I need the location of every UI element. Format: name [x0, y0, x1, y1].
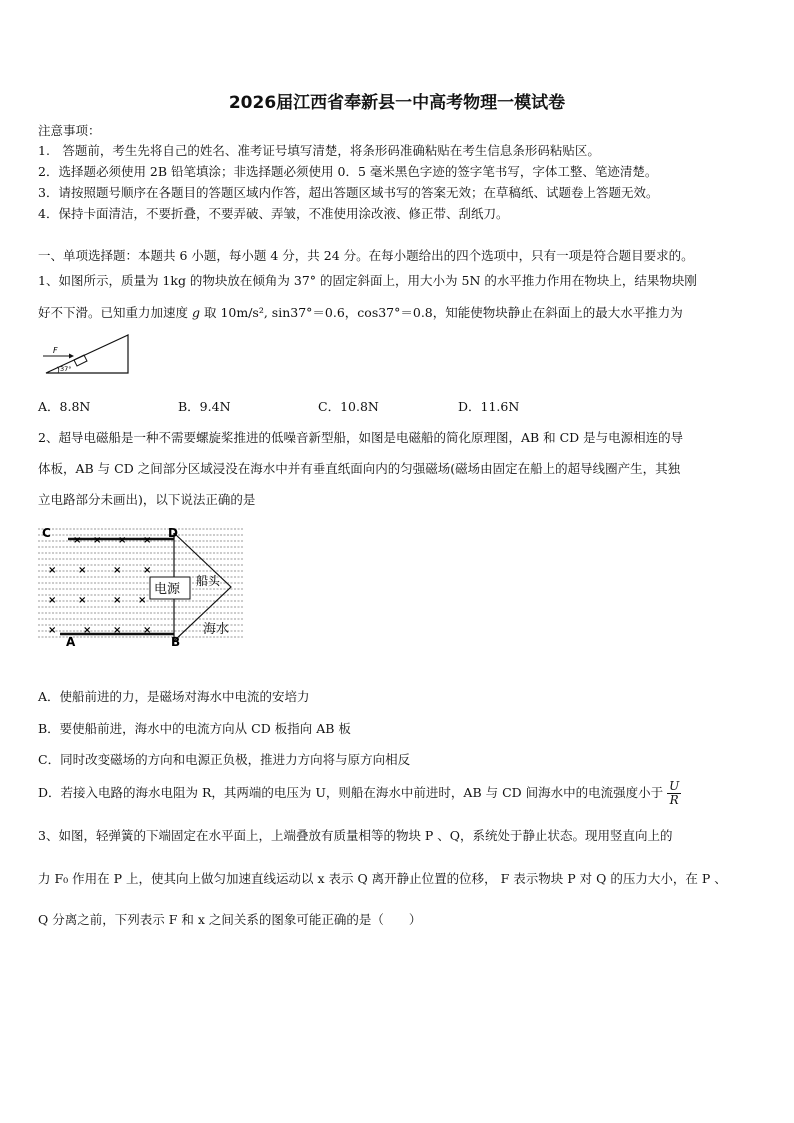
- label-c: C: [42, 526, 51, 540]
- q2-option-a[interactable]: A．使船前进的力，是磁场对海水中电流的安培力: [38, 689, 310, 704]
- svg-text:×: ×: [143, 535, 152, 546]
- notice-item-4: 4．保持卡面清洁，不要折叠，不要弄破、弄皱，不准使用涂改液、修正带、刮纸刀。: [38, 206, 509, 221]
- q1-line-2a: 好不下滑。已知重力加速度: [38, 305, 192, 320]
- fraction-denominator: R: [669, 793, 679, 807]
- svg-text:×: ×: [113, 565, 122, 576]
- q3-line-1: 3、如图，轻弹簧的下端固定在水平面上，上端叠放有质量相等的物块 P 、Q，系统处于静止状态。现用竖直向上的: [38, 828, 673, 843]
- page-title: 2026届江西省奉新县一中高考物理一模试卷: [228, 93, 566, 113]
- q2-option-d[interactable]: [38, 780, 681, 807]
- q2-line-1: 2、超导电磁船是一种不需要螺旋桨推进的低噪音新型船，如图是电磁船的简化原理图，AB 和 CD 是与电源相连的导: [38, 430, 684, 445]
- svg-text:×: ×: [48, 625, 57, 636]
- svg-text:×: ×: [118, 535, 127, 546]
- fraction-u-over-r: [667, 780, 681, 807]
- force-label: F: [53, 346, 58, 355]
- svg-text:×: ×: [83, 625, 92, 636]
- svg-text:×: ×: [138, 595, 147, 606]
- q1-option-a[interactable]: A．8.8N: [38, 399, 91, 414]
- q1-line-2: [38, 303, 683, 321]
- incline-figure: [38, 333, 134, 378]
- svg-text:×: ×: [48, 565, 57, 576]
- q1-line-2b: 取 10m/s², sin37°＝0.6，cos37°＝0.8，知能使物块静止在斜面上的最大水平推力为: [200, 305, 683, 320]
- q2-option-d-text: D．若接入电路的海水电阻为 R，其两端的电压为 U，则船在海水中前进时，AB 与 CD 间海水中的电流强度小于: [38, 785, 664, 800]
- notice-item-3: 3．请按照题号顺序在各题目的答题区域内作答，超出答题区域书写的答案无效；在草稿纸、试题卷上答题无效。: [38, 185, 659, 200]
- svg-text:×: ×: [93, 535, 102, 546]
- label-a: A: [66, 635, 76, 647]
- q1-option-c[interactable]: C．10.8N: [318, 399, 379, 414]
- q1-option-b[interactable]: B．9.4N: [178, 399, 231, 414]
- ship-figure: [38, 525, 248, 647]
- ship-head-label: 船头: [196, 574, 221, 588]
- svg-text:×: ×: [113, 595, 122, 606]
- svg-text:×: ×: [48, 595, 57, 606]
- angle-label: 37°: [60, 365, 72, 373]
- svg-text:×: ×: [143, 625, 152, 636]
- sea-water-label: 海水: [203, 622, 230, 637]
- section-heading: 一、单项选择题：本题共 6 小题，每小题 4 分，共 24 分。在每小题给出的四个选项中，只有一项是符合题目要求的。: [38, 248, 694, 263]
- svg-text:×: ×: [78, 565, 87, 576]
- notice-heading: 注意事项：: [38, 123, 101, 138]
- block: [74, 355, 87, 366]
- label-d: D: [168, 526, 178, 540]
- q2-option-c[interactable]: C．同时改变磁场的方向和电源正负极，推进力方向将与原方向相反: [38, 752, 411, 767]
- q2-line-2: 体板，AB 与 CD 之间部分区域浸没在海水中并有垂直纸面向内的匀强磁场(磁场由固定在船上的超导线圈产生，其独: [38, 461, 681, 476]
- q2-line-3: 立电路部分未画出)，以下说法正确的是: [38, 492, 256, 507]
- q3-line-3: Q 分离之前，下列表示 F 和 x 之间关系的图象可能正确的是（ ）: [38, 912, 422, 927]
- gravity-symbol: g: [191, 305, 200, 320]
- fraction-numerator: U: [669, 779, 680, 793]
- q1-options: [38, 397, 638, 415]
- svg-text:×: ×: [113, 625, 122, 636]
- svg-text:×: ×: [143, 565, 152, 576]
- q2-option-b[interactable]: B．要使船前进，海水中的电流方向从 CD 板指向 AB 板: [38, 721, 351, 736]
- q1-option-d[interactable]: D．11.6N: [458, 399, 520, 414]
- notice-item-2: 2．选择题必须使用 2B 铅笔填涂；非选择题必须使用 0．5 毫米黑色字迹的签字笔书写，字体工整、笔迹清楚。: [38, 164, 658, 179]
- notice-item-1: 1. 答题前，考生先将自己的姓名、准考证号填写清楚，将条形码准确粘贴在考生信息条形码粘贴区。: [38, 143, 600, 158]
- label-b: B: [171, 635, 181, 647]
- magnetic-field-crosses: [48, 535, 151, 636]
- q1-line-1: 1、如图所示，质量为 1kg 的物块放在倾角为 37° 的固定斜面上，用大小为 5N 的水平推力作用在物块上，结果物块刚: [38, 273, 697, 288]
- power-source-label: 电源: [154, 582, 181, 597]
- svg-text:×: ×: [78, 595, 87, 606]
- q3-line-2: 力 F₀ 作用在 P 上，使其向上做匀加速直线运动以 x 表示 Q 离开静止位置的位移， F 表示物块 P 对 Q 的压力大小，在 P 、: [38, 871, 727, 886]
- svg-text:×: ×: [73, 535, 82, 546]
- force-arrowhead: [69, 354, 74, 359]
